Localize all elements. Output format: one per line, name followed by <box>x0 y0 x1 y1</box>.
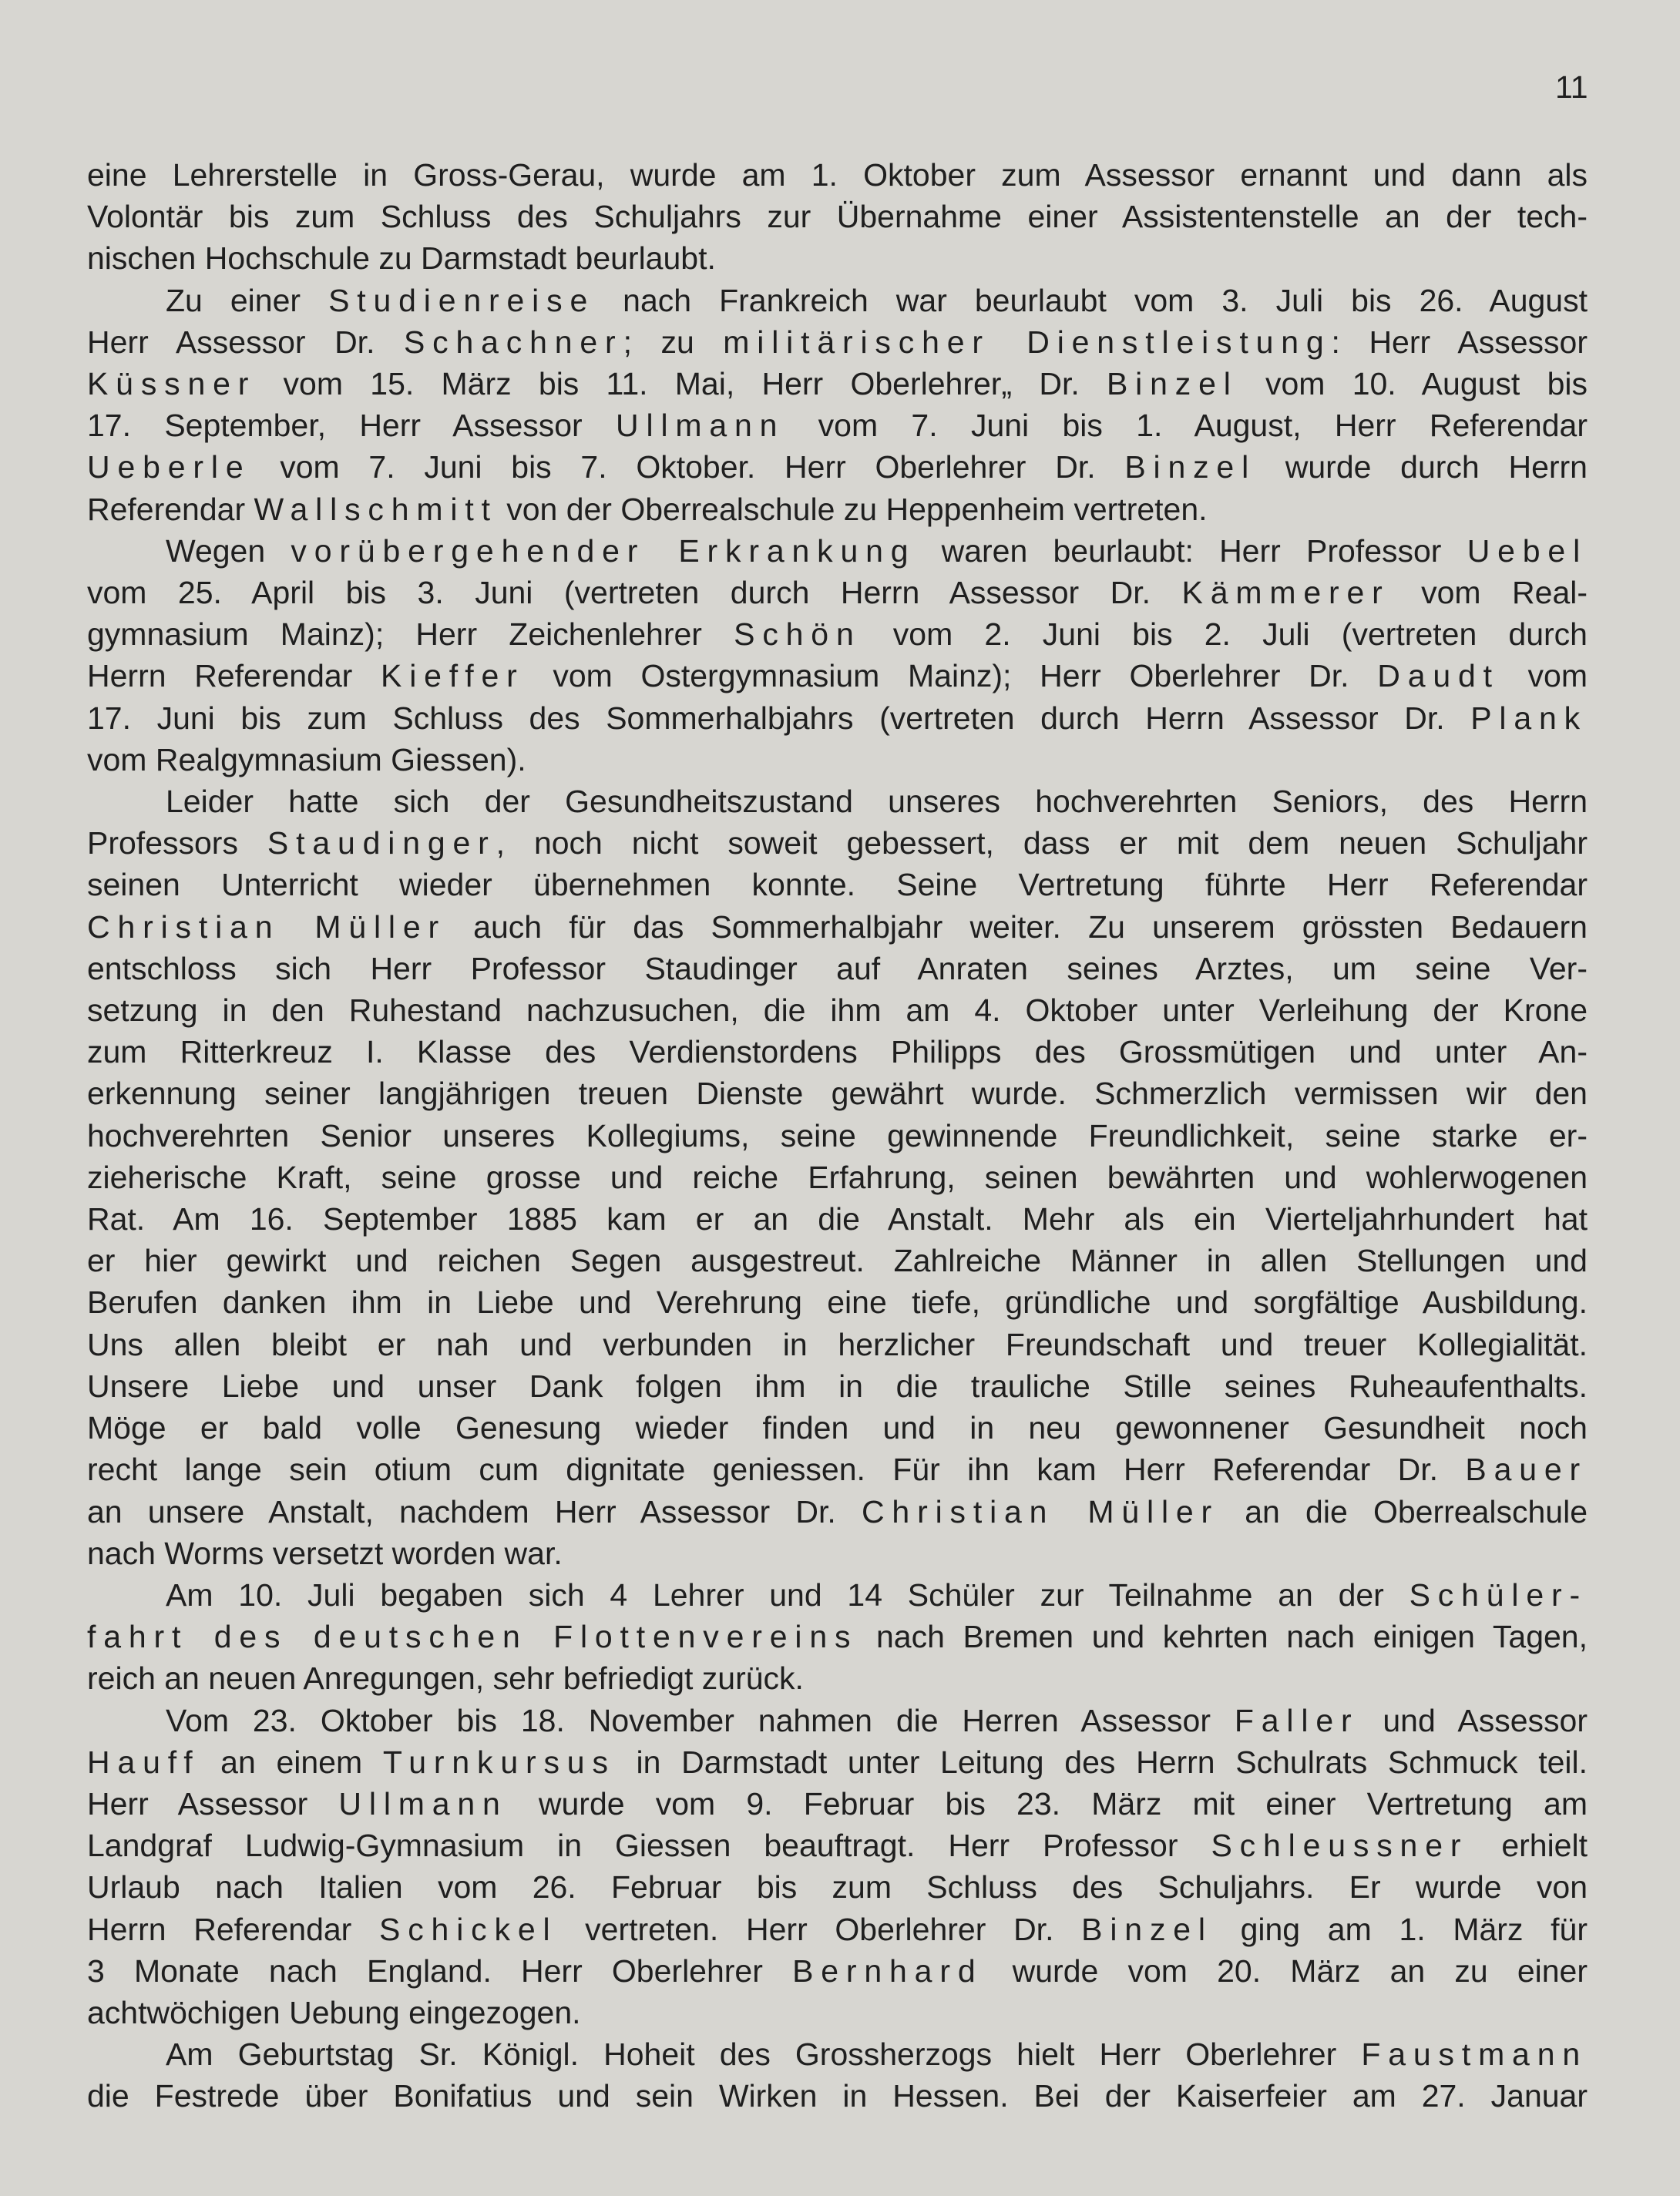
text-run: 3 Monate nach England. Herr Oberlehrer <box>87 1953 793 1989</box>
text-line <box>87 1950 1588 1992</box>
text-run: nischen Hochschule zu Darmstadt beurlaubt. <box>87 240 716 277</box>
text-line <box>87 280 1588 321</box>
text-run: gymnasium Mainz); Herr Zeichenlehrer <box>87 616 734 653</box>
text-run: vom 10. August bis <box>1238 366 1588 402</box>
spaced-emphasis-text: Faustmann <box>1361 2037 1588 2073</box>
text-run: erkennung seiner langjährigen treuen Dienste gewährt wurde. Schmerzlich vermissen wir den <box>87 1076 1588 1112</box>
text-run: an einem <box>200 1744 383 1780</box>
body-text <box>87 154 1588 2117</box>
text-line <box>87 1491 1588 1533</box>
text-line <box>87 613 1588 655</box>
text-run: achtwöchigen Uebung eingezogen. <box>87 1994 581 2030</box>
text-run: recht lange sein otium cum dignitate geniessen. Für ihn kam Herr Referendar Dr. <box>87 1452 1466 1488</box>
text-line <box>87 1574 1588 1616</box>
text-run: erhielt <box>1468 1828 1588 1864</box>
spaced-emphasis-text: Ueberle <box>87 449 251 485</box>
text-line <box>87 822 1588 864</box>
text-run: vom 7. Juni bis 7. Oktober. Herr Oberlehrer Dr. <box>250 449 1125 485</box>
spaced-emphasis-text: Bauer <box>1465 1452 1588 1488</box>
text-run: , noch nicht soweit gebessert, dass er mit dem neuen Schuljahr <box>496 825 1588 861</box>
text-run: vom 2. Juni bis 2. Juli (vertreten durch <box>861 616 1588 653</box>
text-line <box>87 1533 1588 1574</box>
text-run: hochverehrten Senior unseres Kollegiums, seine gewinnende Freundlichkeit, seine starke er- <box>87 1117 1588 1153</box>
text-line <box>87 1616 1588 1657</box>
text-run: wurde durch Herrn <box>1256 449 1588 485</box>
text-run: Landgraf Ludwig-Gymnasium in Giessen beauftragt. Herr Professor <box>87 1828 1211 1864</box>
text-line <box>87 781 1588 822</box>
text-run: Am Geburtstag Sr. Königl. Hoheit des Grossherzogs hielt Herr Oberlehrer <box>166 2037 1362 2073</box>
paragraph <box>87 1700 1588 2034</box>
spaced-emphasis-text: Wallschmitt <box>254 491 498 527</box>
spaced-emphasis-text: vorübergehender Erkrankung <box>291 532 916 569</box>
text-run: ; zu <box>623 324 724 360</box>
text-line <box>87 906 1588 948</box>
paragraph <box>87 781 1588 1574</box>
text-line <box>87 1783 1588 1825</box>
text-line <box>87 489 1588 530</box>
spaced-emphasis-text: Studienreise <box>328 282 596 318</box>
text-run: auch für das Sommerhalbjahr weiter. Zu unserem grössten Bedauern <box>446 908 1588 945</box>
text-run: vom Ostergymnasium Mainz); Herr Oberlehrer Dr. <box>524 658 1378 694</box>
text-run: Herr Assessor Dr. <box>87 324 404 360</box>
text-line <box>87 864 1588 905</box>
page-number: 11 <box>1555 69 1588 105</box>
text-line <box>87 948 1588 989</box>
text-line <box>87 2075 1588 2117</box>
text-run: vom 25. April bis 3. Juni (vertreten durch Herrn Assessor Dr. <box>87 575 1182 611</box>
text-line <box>87 1992 1588 2033</box>
text-run: nach Frankreich war beurlaubt vom 3. Juli bis 26. August <box>595 282 1588 318</box>
text-line <box>87 1073 1588 1114</box>
text-run: vom 7. Juni bis 1. August, Herr Referendar <box>785 408 1588 444</box>
text-run: er hier gewirkt und reichen Segen ausgestreut. Zahlreiche Männer in allen Stellungen und <box>87 1243 1588 1279</box>
text-run: an die Oberrealschule <box>1219 1493 1588 1529</box>
spaced-emphasis-text: Binzel <box>1124 449 1257 485</box>
text-run: nach Worms versetzt worden war. <box>87 1535 563 1571</box>
text-run: waren beurlaubt: Herr Professor <box>916 532 1467 569</box>
spaced-emphasis-text: Schüler- <box>1409 1576 1588 1613</box>
text-line <box>87 1700 1588 1741</box>
text-run: in Darmstadt unter Leitung des Herrn Schulrats Schmuck teil. <box>615 1744 1588 1780</box>
spaced-emphasis-text: Küssner <box>87 366 257 402</box>
text-run: 17. September, Herr Assessor <box>87 408 617 444</box>
text-line <box>87 321 1588 363</box>
spaced-emphasis-text: militärischer Dienstleistung <box>723 324 1332 360</box>
text-run: vom 15. März bis 11. Mai, Herr Oberlehrer„ Dr. <box>256 366 1107 402</box>
spaced-emphasis-text: Uebel <box>1467 532 1588 569</box>
text-run: Uns allen bleibt er nah und verbunden in herzlicher Freundschaft und treuer Kollegialität. <box>87 1326 1588 1362</box>
spaced-emphasis-text: Binzel <box>1081 1911 1213 1947</box>
spaced-emphasis-text: Hauff <box>87 1744 200 1780</box>
spaced-emphasis-text: Ullmann <box>338 1785 508 1822</box>
text-line <box>87 1657 1588 1699</box>
text-run: ging am 1. März für <box>1212 1911 1588 1947</box>
text-run: seinen Unterricht wieder übernehmen konnte. Seine Vertretung führte Herr Referendar <box>87 867 1588 903</box>
text-run: reich an neuen Anregungen, sehr befriedigt zurück. <box>87 1660 804 1697</box>
text-line <box>87 1825 1588 1866</box>
text-run: Herr Assessor <box>87 1785 339 1822</box>
text-line <box>87 1157 1588 1198</box>
text-line <box>87 2033 1588 2075</box>
text-run: wurde vom 20. März an zu einer <box>983 1953 1588 1989</box>
text-run: entschloss sich Herr Professor Staudinger auf Anraten seines Arztes, um seine Ver- <box>87 950 1588 986</box>
text-line <box>87 1407 1588 1449</box>
text-line <box>87 1031 1588 1073</box>
text-line <box>87 1866 1588 1908</box>
text-run: zum Ritterkreuz I. Klasse des Verdienstordens Philipps des Grossmütigen und unter An- <box>87 1034 1588 1070</box>
spaced-emphasis-text: Binzel <box>1107 366 1238 402</box>
text-run: Am 10. Juli begaben sich 4 Lehrer und 14 Schüler zur Teilnahme an der <box>166 1576 1410 1613</box>
text-line <box>87 989 1588 1031</box>
text-run: und Assessor <box>1359 1702 1588 1738</box>
text-run: setzung in den Ruhestand nachzusuchen, die ihm am 4. Oktober unter Verleihung der Krone <box>87 992 1588 1029</box>
text-line <box>87 196 1588 237</box>
paragraph <box>87 280 1588 530</box>
text-line <box>87 1449 1588 1490</box>
text-run: Urlaub nach Italien vom 26. Februar bis zum Schluss des Schuljahrs. Er wurde von <box>87 1869 1588 1906</box>
text-line <box>87 154 1588 196</box>
paragraph <box>87 154 1588 280</box>
text-run: 17. Juni bis zum Schluss des Sommerhalbjahrs (vertreten durch Herrn Assessor Dr. <box>87 700 1471 736</box>
text-run: Volontär bis zum Schluss des Schuljahrs zur Übernahme einer Assistentenstelle an der tech- <box>87 199 1588 235</box>
text-run: : Herr Assessor <box>1331 324 1588 360</box>
text-run: Leider hatte sich der Gesundheitszustand unseres hochverehrten Seniors, des Herrn <box>166 784 1588 820</box>
text-run: an unsere Anstalt, nachdem Herr Assessor Dr. <box>87 1493 862 1529</box>
text-run: Berufen danken ihm in Liebe und Verehrung eine tiefe, gründliche und sorgfältige Ausbildung. <box>87 1284 1588 1321</box>
text-run: Professors <box>87 825 267 861</box>
text-run: vom <box>1499 658 1588 694</box>
spaced-emphasis-text: Faller <box>1234 1702 1359 1738</box>
text-line <box>87 1909 1588 1950</box>
text-run: zieherische Kraft, seine grosse und reiche Erfahrung, seinen bewährten und wohlerwogenen <box>87 1159 1588 1195</box>
text-line <box>87 572 1588 613</box>
text-line <box>87 739 1588 781</box>
text-line <box>87 1240 1588 1281</box>
paragraph <box>87 1574 1588 1700</box>
text-line <box>87 1365 1588 1407</box>
text-line <box>87 530 1588 572</box>
text-run: die Festrede über Bonifatius und sein Wirken in Hessen. Bei der Kaiserfeier am 27. Januar <box>87 2078 1588 2114</box>
spaced-emphasis-text: Kämmerer <box>1181 575 1390 611</box>
text-line <box>87 363 1588 405</box>
paragraph <box>87 2033 1588 2117</box>
spaced-emphasis-text: Schleussner <box>1211 1828 1469 1864</box>
paragraph <box>87 530 1588 781</box>
text-run: Herrn Referendar <box>87 658 381 694</box>
text-run: Unsere Liebe und unser Dank folgen ihm in die trauliche Stille seines Ruheaufenthalts. <box>87 1368 1588 1404</box>
text-line <box>87 1324 1588 1365</box>
text-line <box>87 1741 1588 1783</box>
text-line <box>87 1198 1588 1240</box>
text-line <box>87 1115 1588 1157</box>
spaced-emphasis-text: Kieffer <box>381 658 525 694</box>
spaced-emphasis-text: Staudinger <box>267 825 496 861</box>
text-run: nach Bremen und kehrten nach einigen Tagen, <box>858 1619 1588 1655</box>
text-run: wurde vom 9. Februar bis 23. März mit einer Vertretung am <box>507 1785 1588 1822</box>
spaced-emphasis-text: Schickel <box>379 1911 558 1947</box>
text-run: vom Real- <box>1389 575 1588 611</box>
spaced-emphasis-text: fahrt des deutschen Flottenvereins <box>87 1619 858 1655</box>
text-line <box>87 405 1588 446</box>
text-run: eine Lehrerstelle in Gross-Gerau, wurde am 1. Oktober zum Assessor ernannt und dann als <box>87 157 1588 193</box>
text-line <box>87 655 1588 697</box>
text-run: Rat. Am 16. September 1885 kam er an die Anstalt. Mehr als ein Vierteljahrhundert hat <box>87 1201 1588 1237</box>
text-run: Herrn Referendar <box>87 1911 380 1947</box>
text-run: von der Oberrealschule zu Heppenheim vertreten. <box>497 491 1208 527</box>
spaced-emphasis-text: Bernhard <box>792 1953 983 1989</box>
text-line <box>87 237 1588 279</box>
text-run: Möge er bald volle Genesung wieder finden und in neu gewonnener Gesundheit noch <box>87 1410 1588 1446</box>
spaced-emphasis-text: Ullmann <box>616 408 785 444</box>
spaced-emphasis-text: Christian Müller <box>861 1493 1220 1529</box>
text-run: vom Realgymnasium Giessen). <box>87 741 526 777</box>
text-run: Vom 23. Oktober bis 18. November nahmen die Herren Assessor <box>166 1702 1235 1738</box>
text-run: vertreten. Herr Oberlehrer Dr. <box>557 1911 1082 1947</box>
text-run: Zu einer <box>166 282 329 318</box>
text-line <box>87 697 1588 739</box>
text-run: Referendar <box>87 491 254 527</box>
spaced-emphasis-text: Schachner <box>403 324 623 360</box>
spaced-emphasis-text: Daudt <box>1377 658 1500 694</box>
spaced-emphasis-text: Christian Müller <box>87 908 447 945</box>
text-line <box>87 446 1588 488</box>
spaced-emphasis-text: Plank <box>1470 700 1588 736</box>
text-run: Wegen <box>166 532 291 569</box>
spaced-emphasis-text: Schön <box>734 616 862 653</box>
text-line <box>87 1281 1588 1323</box>
spaced-emphasis-text: Turnkursus <box>382 1744 616 1780</box>
